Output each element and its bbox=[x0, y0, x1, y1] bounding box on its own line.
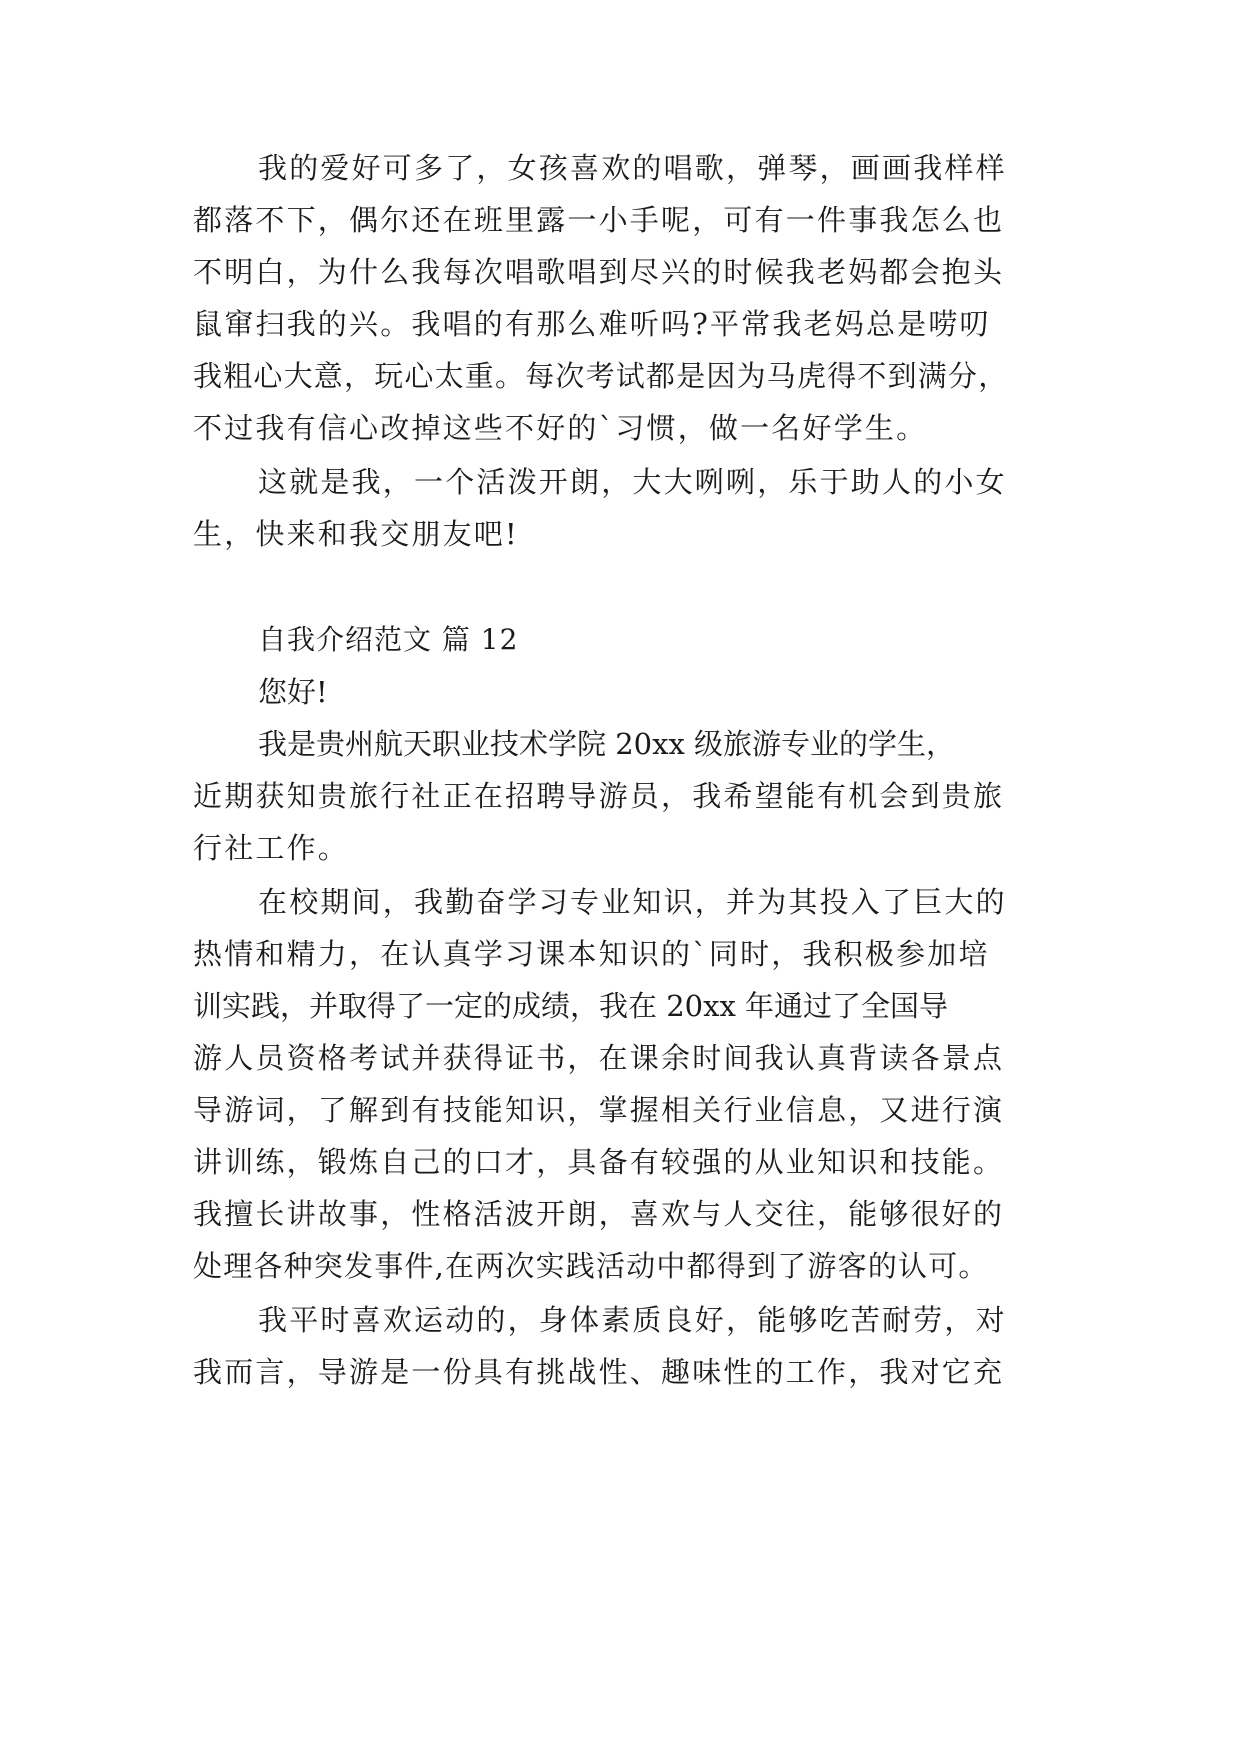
text-line: 我而言，导游是一份具有挑战性、趣味性的工作，我对它充 bbox=[193, 1355, 1005, 1389]
text-line: 我粗心大意，玩心太重。每次考试都是因为马虎得不到满分， bbox=[193, 359, 1009, 393]
text-line: 我是贵州航天职业技术学院 20xx 级旅游专业的学生， bbox=[258, 727, 956, 761]
text-line: 在校期间，我勤奋学习专业知识，并为其投入了巨大的 bbox=[258, 885, 1007, 919]
text-line: 导游词，了解到有技能知识，掌握相关行业信息，又进行演 bbox=[193, 1093, 1005, 1127]
text-line: 不过我有信心改掉这些不好的`习惯，做一名好学生。 bbox=[193, 411, 928, 445]
section-title: 自我介绍范文 篇 12 bbox=[258, 623, 519, 656]
text-line: 我擅长讲故事，性格活波开朗，喜欢与人交往，能够很好的 bbox=[193, 1197, 1005, 1231]
text-line: 都落不下，偶尔还在班里露一小手呢，可有一件事我怎么也 bbox=[193, 203, 1005, 237]
text-line: 鼠窜扫我的兴。我唱的有那么难听吗?平常我老妈总是唠叨 bbox=[193, 307, 991, 341]
text-line: 讲训练，锻炼自己的口才，具备有较强的从业知识和技能。 bbox=[193, 1145, 1005, 1179]
text-line: 近期获知贵旅行社正在招聘导游员，我希望能有机会到贵旅 bbox=[193, 779, 1005, 813]
text-line: 生，快来和我交朋友吧! bbox=[193, 517, 519, 551]
text-line: 不明白，为什么我每次唱歌唱到尽兴的时候我老妈都会抱头 bbox=[193, 255, 1005, 289]
text-line: 热情和精力，在认真学习课本知识的`同时，我积极参加培 bbox=[193, 937, 990, 971]
text-line: 行社工作。 bbox=[193, 831, 350, 865]
text-line: 我的爱好可多了，女孩喜欢的唱歌，弹琴，画画我样样 bbox=[258, 151, 1007, 185]
text-line: 我平时喜欢运动的，身体素质良好，能够吃苦耐劳，对 bbox=[258, 1303, 1007, 1337]
text-line: 训实践，并取得了一定的成绩，我在 20xx 年通过了全国导 bbox=[193, 989, 949, 1023]
text-line: 游人员资格考试并获得证书，在课余时间我认真背读各景点 bbox=[193, 1041, 1005, 1075]
text-line: 处理各种突发事件,在两次实践活动中都得到了游客的认可。 bbox=[193, 1249, 989, 1283]
greeting: 您好! bbox=[258, 675, 328, 709]
text-line: 这就是我，一个活泼开朗，大大咧咧，乐于助人的小女 bbox=[258, 465, 1007, 499]
